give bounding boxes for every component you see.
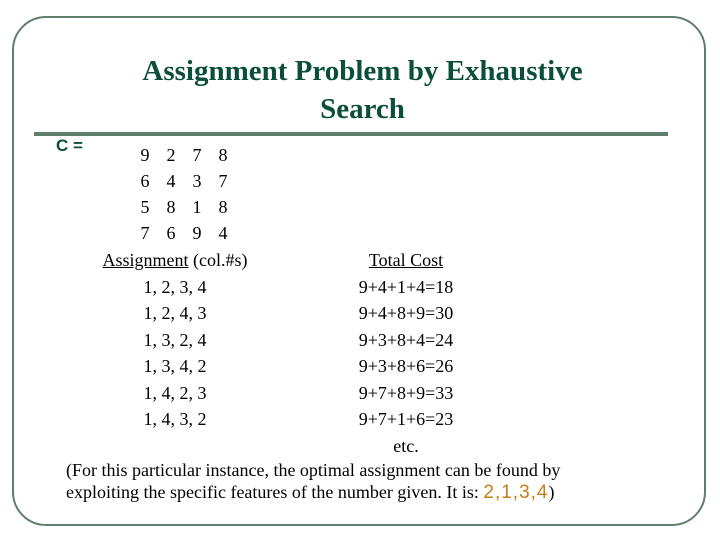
- note-line-1: (For this particular instance, the optimal assignment can be found by: [66, 460, 561, 480]
- matrix-cell: 9: [192, 222, 202, 243]
- total-cost-column: [316, 247, 496, 459]
- total-cost-row: 9+3+8+4=24: [358, 329, 454, 350]
- matrix-cell: 4: [218, 222, 228, 243]
- cost-matrix: [132, 142, 236, 246]
- assignment-row: 1, 2, 3, 4: [143, 276, 207, 297]
- assignment-row: 1, 3, 2, 4: [143, 329, 207, 350]
- assignment-header-suffix: (col.#s): [188, 250, 248, 270]
- matrix-row: [132, 194, 236, 220]
- total-cost-row: 9+4+1+4=18: [358, 276, 454, 297]
- total-cost-row: 9+7+1+6=23: [358, 409, 454, 429]
- total-cost-row: 9+7+8+9=33: [358, 382, 454, 403]
- assignment-row: 1, 4, 3, 2: [143, 409, 207, 429]
- note-line-2-prefix: exploiting the specific features of the number given. It is:: [66, 482, 484, 502]
- matrix-cell: 1: [192, 196, 202, 217]
- assignment-column: [60, 247, 290, 433]
- assignment-row: 1, 3, 4, 2: [143, 356, 207, 376]
- etc-label: etc.: [393, 435, 419, 456]
- matrix-cell: 8: [218, 196, 228, 217]
- matrix-cell: 7: [218, 170, 228, 191]
- total-cost-row: 9+3+8+6=26: [358, 356, 454, 376]
- title-line-2: Search: [320, 93, 405, 125]
- matrix-cell: 9: [140, 144, 150, 165]
- assignment-row: 1, 2, 4, 3: [143, 303, 207, 323]
- matrix-cell: 8: [166, 196, 176, 217]
- title-line-1: Assignment Problem by Exhaustive: [142, 55, 583, 87]
- matrix-cell: 5: [140, 196, 150, 217]
- matrix-cell: 2: [166, 144, 176, 165]
- assignment-row: 1, 4, 2, 3: [143, 382, 207, 403]
- matrix-cell: 4: [166, 170, 176, 191]
- title-divider: [34, 132, 668, 136]
- total-cost-header: Total Cost: [368, 250, 444, 270]
- total-cost-row: 9+4+8+9=30: [358, 303, 454, 323]
- cost-matrix-label: C =: [56, 136, 83, 155]
- note-line-2-suffix: ): [548, 482, 555, 502]
- note-line-2: [66, 481, 686, 504]
- matrix-cell: 6: [166, 222, 176, 243]
- matrix-cell: 3: [192, 170, 202, 191]
- matrix-cell: 7: [140, 222, 150, 243]
- assignment-header: [60, 247, 290, 274]
- matrix-cell: 8: [218, 144, 228, 165]
- matrix-row: [132, 220, 236, 246]
- matrix-cell: 6: [140, 170, 150, 191]
- matrix-row: [132, 142, 236, 168]
- slide-title: [90, 52, 635, 128]
- matrix-row: [132, 168, 236, 194]
- assignment-header-word: Assignment: [102, 250, 189, 270]
- matrix-cell: 7: [192, 144, 202, 165]
- optimal-answer: 2,1,3,4: [483, 482, 549, 503]
- optimal-note: [66, 459, 686, 504]
